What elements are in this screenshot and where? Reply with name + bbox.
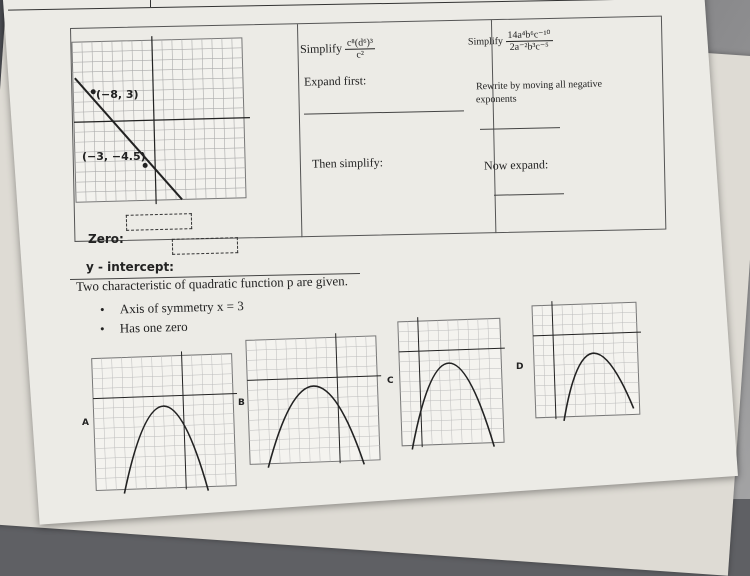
bullet-dot: • <box>99 301 105 317</box>
header-divider <box>8 0 648 11</box>
fraction-1-numerator: c⁸(d⁶)³ <box>345 37 375 50</box>
then-simplify-label: Then simplify: <box>311 155 384 171</box>
bullet-item <box>100 298 244 318</box>
simplify-expression-1 <box>300 37 376 62</box>
fraction-1 <box>345 37 376 61</box>
zero-label: Zero: <box>88 232 124 246</box>
rewrite-instruction-cont: exponents <box>475 93 517 106</box>
now-expand-label: Now expand: <box>483 157 549 173</box>
y-intercept-answer-box[interactable] <box>172 237 238 255</box>
rewrite-instruction: Rewrite by moving all negative <box>475 78 603 93</box>
linear-graph <box>70 36 250 206</box>
fraction-2 <box>505 29 553 53</box>
bullet-text: Has one zero <box>119 318 188 336</box>
fraction-2-numerator: 14a⁴b⁶c⁻¹⁰ <box>505 29 552 42</box>
bullet-text: Axis of symmetry x = 3 <box>119 298 244 317</box>
point-label-1: (−8, 3) <box>96 88 139 101</box>
fraction-1-denominator: c² <box>356 49 365 61</box>
bullet-item <box>100 319 188 337</box>
bullet-dot: • <box>99 321 105 337</box>
simplify-label: Simplify <box>467 35 504 48</box>
point-label-2: (−3, −4.5) <box>82 150 146 163</box>
expand-first-label: Expand first: <box>303 73 367 89</box>
question-intro: Two characteristic of quadratic function p are given. <box>75 273 349 294</box>
option-label-c: C <box>387 376 394 386</box>
option-label-a: A <box>82 418 89 428</box>
fraction-2-denominator: 2a⁻²b³c⁻⁵ <box>509 41 549 54</box>
header-divider <box>150 0 151 7</box>
option-label-b: B <box>238 398 245 408</box>
y-intercept-label: y - intercept: <box>86 260 174 274</box>
option-graph-b[interactable] <box>246 336 386 466</box>
option-graph-c[interactable] <box>398 318 508 448</box>
option-graph-a[interactable] <box>92 354 242 494</box>
simplify-label: Simplify <box>299 41 343 57</box>
option-graph-d[interactable] <box>532 302 642 422</box>
simplify-expression-2 <box>468 29 553 54</box>
option-label-d: D <box>516 362 524 372</box>
zero-answer-box[interactable] <box>126 213 192 231</box>
